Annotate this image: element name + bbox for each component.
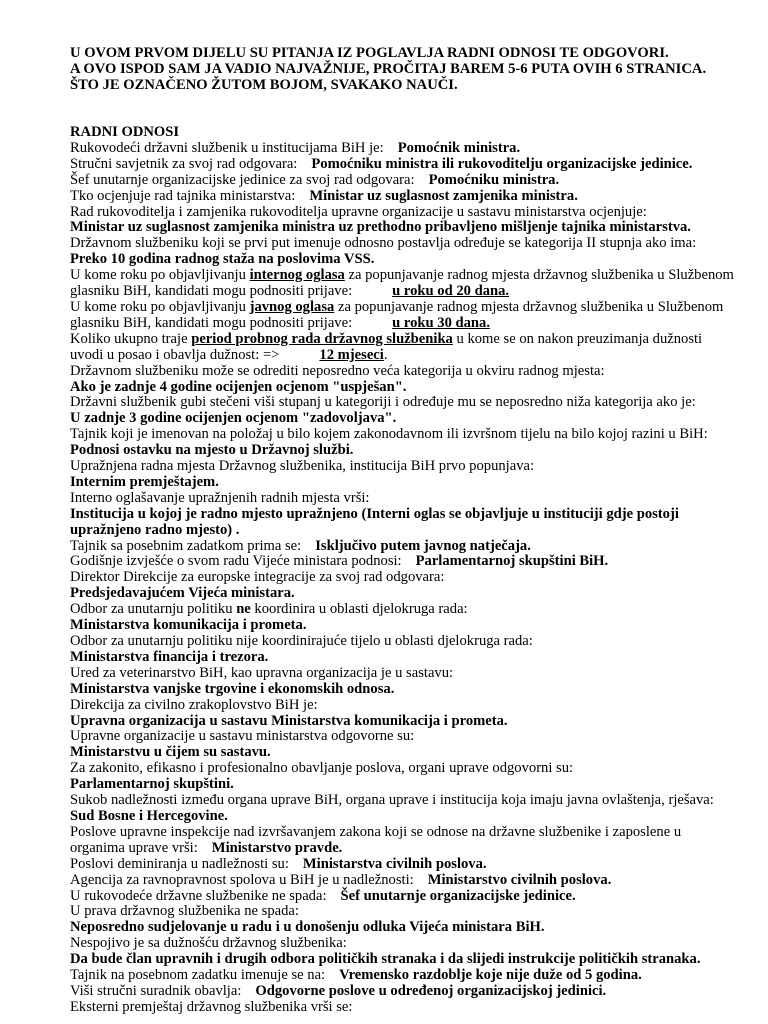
answer-text: Podnosi ostavku na mjesto u Državnoj službi. <box>70 442 354 459</box>
question-text: Rukovodeći državni službenik u institucijama BiH je: <box>70 139 384 156</box>
answer-text: Neposredno sudjelovanje u radu i u donošenju odluka Vijeća ministara BiH. <box>70 919 545 936</box>
answer-text: Ministar uz suglasnost zamjenika ministra. <box>309 187 578 204</box>
qa-line <box>70 268 760 284</box>
question-text: Državni službenik gubi stečeni viši stupanj u kategoriji i određuje mu se neposredno niža kategorija ako je: <box>70 394 696 411</box>
qa-line <box>70 873 760 889</box>
answer-text: u roku od 20 dana. <box>392 283 510 300</box>
question-text: Godišnje izvješće o svom radu Vijeće ministara podnosi: <box>70 553 402 570</box>
qa-line <box>70 952 760 968</box>
answer-text: Odgovorne poslove u određenoj organizacijskoj jedinici. <box>255 982 607 999</box>
qa-line <box>70 220 760 236</box>
qa-line <box>70 634 760 650</box>
qa-line <box>70 666 760 682</box>
qa-line <box>70 364 760 380</box>
question-text: Odbor za unutarnju politiku nije koordinirajuće tijelo u oblasti djelokruga rada: <box>70 633 533 649</box>
answer-text: Ministarstva vanjske trgovine i ekonomskih odnosa. <box>70 680 395 697</box>
qa-line <box>70 1000 760 1016</box>
qa-line <box>70 793 760 809</box>
punctuation: . <box>383 346 388 363</box>
qa-line <box>70 650 760 666</box>
qa-line <box>70 618 760 634</box>
intro-line: U OVOM PRVOM DIJELU SU PITANJA IZ POGLAVLJA RADNI ODNOSI TE ODGOVORI. <box>70 45 669 61</box>
question-text: Tajnik sa posebnim zadatkom prima se: <box>70 537 302 554</box>
section-heading: RADNI ODNOSI <box>70 124 180 140</box>
qa-line <box>70 523 760 539</box>
qa-line <box>70 141 760 157</box>
question-text: Direktor Direkcije za europske integracije za svoj rad odgovara: <box>70 569 445 586</box>
qa-line <box>70 920 760 936</box>
question-text: Agencija za ravnopravnost spolova u BiH je u nadležnosti: <box>70 871 414 888</box>
qa-line <box>70 332 760 348</box>
question-text: za popunjavanje radnog mjesta državnog službenika u Službenom <box>337 298 724 315</box>
answer-text: Ministarstva financija i trezora. <box>70 648 269 665</box>
answer-text: U zadnje 3 godine ocijenjen ocjenom "zadovoljava". <box>70 410 397 427</box>
answer-text: Ministarstvo pravde. <box>211 839 343 856</box>
answer-text: Vremensko razdoblje koje nije duže od 5 godina. <box>339 967 642 984</box>
qa-line <box>70 554 760 570</box>
question-text: Eksterni premještaj državnog službenika vrši se: <box>70 998 353 1015</box>
answer-text: Parlamentarnoj skupštini. <box>70 776 234 793</box>
qa-line <box>70 459 760 475</box>
answer-text: Institucija u kojoj je radno mjesto upražnjeno (Interni oglas se objavljuje u instituciji gdje postoji <box>70 505 679 522</box>
qa-line <box>70 761 760 777</box>
qa-line <box>70 682 760 698</box>
answer-text: Ministarstva civilnih poslova. <box>302 855 487 872</box>
qa-line <box>70 348 760 364</box>
question-text: Interno oglašavanje upražnjenih radnih mjesta vrši: <box>70 489 370 506</box>
qa-line <box>70 809 760 825</box>
question-text: u kome se on nakon preuzimanja dužnosti <box>456 330 703 347</box>
question-text: uvodi u posao i obavlja dužnost: => <box>70 346 280 363</box>
answer-text: Pomoćniku ministra ili rukovoditelju organizacijske jedinice. <box>311 155 693 172</box>
qa-line <box>70 427 760 443</box>
answer-text: Parlamentarnoj skupštini BiH. <box>415 553 609 570</box>
answer-text: Ministarstva komunikacija i prometa. <box>70 617 307 634</box>
qa-line <box>70 825 760 841</box>
answer-text: Ako je zadnje 4 godine ocijenjen ocjenom "uspješan". <box>70 378 407 395</box>
question-text: Šef unutarnje organizacijske jedinice za svoj rad odgovara: <box>70 171 415 188</box>
answer-text: Internim premještajem. <box>70 473 219 490</box>
answer-text: Da bude član upravnih i drugih odbora političkih stranaka i da slijedi instrukcije političkih stranaka. <box>70 951 701 968</box>
qa-line <box>70 491 760 507</box>
qa-line <box>70 984 760 1000</box>
answer-text: Ministarstvu u čijem su sastavu. <box>70 744 271 761</box>
qa-line <box>70 284 760 300</box>
question-text: za popunjavanje radnog mjesta državnog službenika u Službenom <box>348 267 734 284</box>
qa-line <box>70 173 760 189</box>
question-text: Poslove upravne inspekcije nad izvršavanjem zakona koji se odnose na državne službenike i zaposlene u <box>70 823 682 840</box>
qa-line <box>70 570 760 586</box>
question-text: Tko ocjenjuje rad tajnika ministarstva: <box>70 187 296 204</box>
qa-line <box>70 904 760 920</box>
underlined-term: internog oglasa <box>249 267 345 284</box>
question-text: Rad rukovoditelja i zamjenika rukovoditelja upravne organizacije u sastavu ministarstva ocjenjuje: <box>70 203 647 220</box>
question-text: Viši stručni suradnik obavlja: <box>70 982 242 999</box>
answer-text: Ministarstvo civilnih poslova. <box>427 871 612 888</box>
question-text: Odbor za unutarnju politiku <box>70 601 237 618</box>
answer-text: Ministar uz suglasnost zamjenika ministra uz prethodno pribavljeno mišljenje tajnika ministarstva. <box>70 219 691 236</box>
question-text: Ured za veterinarstvo BiH, kao upravna organizacija je u sastavu: <box>70 664 454 681</box>
intro-line: A OVO ISPOD SAM JA VADIO NAJVAŽNIJE, PROČITAJ BAREM 5-6 PUTA OVIH 6 STRANICA. <box>70 60 707 77</box>
question-text: organima uprave vrši: <box>70 839 198 856</box>
qa-line <box>70 729 760 745</box>
answer-text: Isključivo putem javnog natječaja. <box>315 537 531 554</box>
qa-line <box>70 252 760 268</box>
question-text: Upražnjena radna mjesta Državnog službenika, institucija BiH prvo popunjava: <box>70 458 535 475</box>
question-text: Poslovi deminiranja u nadležnosti su: <box>70 855 289 872</box>
qa-line <box>70 380 760 396</box>
qa-line <box>70 443 760 459</box>
question-text: Sukob nadležnosti između organa uprave BiH, organa uprave i institucija koja imaju javna ovlaštenja, rješava: <box>70 792 714 809</box>
answer-text: Pomoćniku ministra. <box>428 171 560 188</box>
qa-line <box>70 236 760 252</box>
underlined-term: javnog oglasa <box>249 298 335 315</box>
answer-text: Pomoćnik ministra. <box>397 139 521 156</box>
answer-text: u roku 30 dana. <box>392 314 490 331</box>
qa-line <box>70 889 760 905</box>
qa-line <box>70 205 760 221</box>
question-text: U prava državnog službenika ne spada: <box>70 903 299 920</box>
qa-line <box>70 602 760 618</box>
question-text: U kome roku po objavljivanju <box>70 267 246 284</box>
qa-line <box>70 841 760 857</box>
answer-text: Preko 10 godina radnog staža na poslovima VSS. <box>70 251 375 268</box>
qa-line <box>70 157 760 173</box>
qa-line <box>70 777 760 793</box>
question-text: Državnom službeniku može se odrediti neposredno veća kategorija u okviru radnog mjesta: <box>70 362 605 379</box>
underlined-term: period probnog rada državnog službenika <box>191 330 453 347</box>
intro-block <box>70 46 760 94</box>
answer-text: Sud Bosne i Hercegovine. <box>70 807 228 824</box>
qa-line <box>70 507 760 523</box>
answer-text: Šef unutarnje organizacijske jedinice. <box>340 887 576 904</box>
qa-line <box>70 189 760 205</box>
question-text: U kome roku po objavljivanju <box>70 298 246 315</box>
qa-line <box>70 300 760 316</box>
qa-line <box>70 395 760 411</box>
question-text: U rukovodeće državne službenike ne spada: <box>70 887 327 904</box>
qa-line <box>70 411 760 427</box>
answer-text: upražnjeno radno mjesto) . <box>70 521 240 538</box>
question-text: Koliko ukupno traje <box>70 330 188 347</box>
question-text: Državnom službeniku koji se prvi put imenuje odnosno postavlja određuje se kategorija II stupnja ako ima: <box>70 235 697 252</box>
question-text: koordinira u oblasti djelokruga rada: <box>250 601 468 618</box>
qa-line <box>70 857 760 873</box>
qa-line <box>70 714 760 730</box>
answer-text: 12 mjeseci <box>319 346 384 363</box>
qa-line <box>70 968 760 984</box>
question-text: Nespojivo je sa dužnošću državnog službenika: <box>70 935 347 952</box>
emphasis-text: ne <box>236 601 251 618</box>
intro-line: ŠTO JE OZNAČENO ŽUTOM BOJOM, SVAKAKO NAUČI. <box>70 76 458 93</box>
question-text: Tajnik na posebnom zadatku imenuje se na: <box>70 967 326 984</box>
question-text: Direkcija za civilno zrakoplovstvo BiH je: <box>70 696 318 713</box>
question-list <box>70 125 760 1016</box>
answer-text: Upravna organizacija u sastavu Ministarstva komunikacija i prometa. <box>70 712 508 729</box>
qa-line <box>70 698 760 714</box>
question-text: Tajnik koji je imenovan na položaj u bilo kojem zakonodavnom ili izvršnom tijelu na bilo kojoj razini u BiH: <box>70 426 708 443</box>
answer-text: Predsjedavajućem Vijeća ministara. <box>70 585 295 602</box>
qa-line <box>70 539 760 555</box>
question-text: Upravne organizacije u sastavu ministarstva odgovorne su: <box>70 728 415 745</box>
qa-line <box>70 586 760 602</box>
question-text: Stručni savjetnik za svoj rad odgovara: <box>70 155 298 172</box>
qa-line <box>70 936 760 952</box>
question-text: glasniku BiH, kandidati mogu podnositi prijave: <box>70 283 353 300</box>
qa-line <box>70 316 760 332</box>
qa-line <box>70 475 760 491</box>
qa-line <box>70 745 760 761</box>
question-text: glasniku BiH, kandidati mogu podnositi prijave: <box>70 314 353 331</box>
question-text: Za zakonito, efikasno i profesionalno obavljanje poslova, organi uprave odgovorni su: <box>70 760 574 777</box>
